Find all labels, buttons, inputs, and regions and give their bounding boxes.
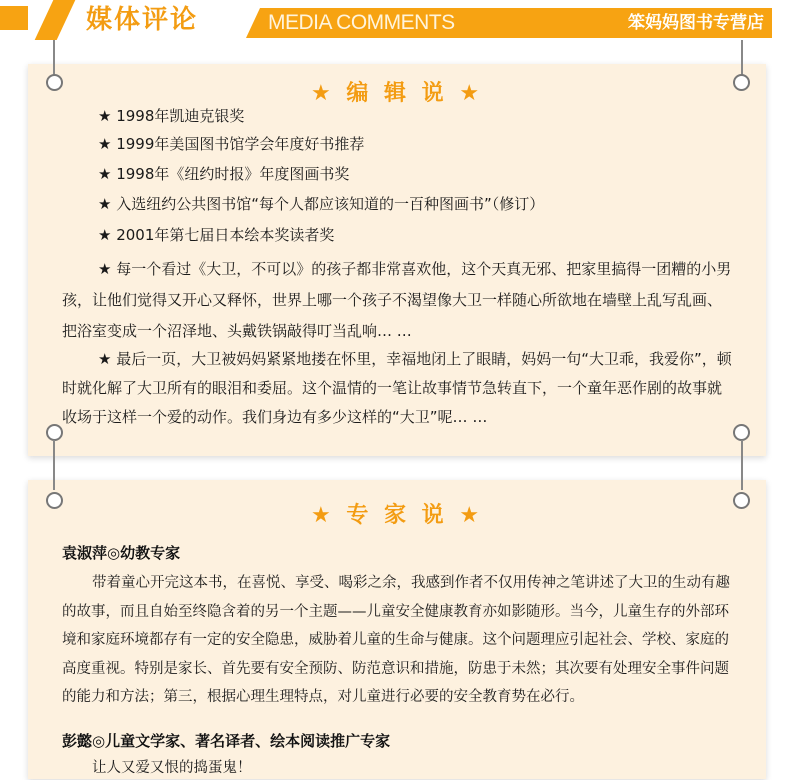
expert-section-title: ★ 专 家 说 ★ [310,503,484,528]
ring-icon [733,74,750,91]
ring-icon [46,424,63,441]
expert-comment: 带着童心开完这本书，在喜悦、享受、喝彩之余，我感到作者不仅用传神之笔讲述了大卫的生动有趣的故事，而且自始至终隐含着的另一个主题——儿童安全健康教育亦如影随形。当今，儿童生存的外部环境和家庭环境都存有一定的安全隐患，威胁着儿童的生命与健康。这个问题理应引起社会、学校、家庭的高度重视。特别是家长、首先要有安全预防、防范意识和措施，防患于未然；其次要有处理安全事件问题的能力和方法；第三，根据心理生理特点，对儿童进行必要的安全教育势在必行。 [62,575,730,706]
expert-name: 袁淑萍◎幼教专家 [62,544,181,562]
award-item: ★ 入选纽约公共图书馆“每个人都应该知道的一百种图画书”（修订） [98,195,545,213]
hanger-post [53,40,55,76]
hanger-post [741,40,743,76]
award-item: ★ 2001年第七届日本绘本奖读者奖 [98,226,335,244]
editor-paragraph-1: ★ 每一个看过《大卫，不可以》的孩子都非常喜欢他，这个天真无邪、把家里搞得一团糟的小男孩，让他们觉得又开心又释怀，世界上哪一个孩子不渴望像大卫一样随心所欲地在墙壁上乱写乱画、把浴室变成一个沼泽地、头戴铁锅敲得叮当乱响… … [62,260,732,340]
editor-comments-card [28,64,766,456]
award-item: ★ 1999年美国图书馆学会年度好书推荐 [98,135,365,153]
ring-icon [733,424,750,441]
expert-comments-card [28,480,766,779]
shop-name: 笨妈妈图书专营店 [628,13,764,33]
header-accent-bar [0,6,28,30]
header-title: 媒体评论 [86,5,199,35]
expert-name: 彭懿◎儿童文学家、著名译者、绘本阅读推广专家 [62,732,391,750]
ring-icon [46,74,63,91]
header-slash-decoration [35,0,76,40]
editor-section-title: ★ 编 辑 说 ★ [310,81,484,106]
hanger-post [741,440,743,490]
header-subtitle-en: MEDIA COMMENTS [268,11,455,34]
editor-paragraph-2: ★ 最后一页，大卫被妈妈紧紧地搂在怀里，幸福地闭上了眼睛，妈妈一句“大卫乖，我爱你”，顿时就化解了大卫所有的眼泪和委屈。这个温情的一笔让故事情节急转直下，一个童年恶作剧的故事就收场于这样一个爱的动作。我们身边有多少这样的“大卫”呢… … [62,350,732,426]
award-item: ★ 1998年《纽约时报》年度图画书奖 [98,165,350,183]
hanger-post [53,440,55,490]
expert-comment: 让人又爱又恨的捣蛋鬼！ [92,760,252,776]
award-item: ★ 1998年凯迪克银奖 [98,107,245,125]
media-comments-header [0,0,790,46]
ring-icon [733,492,750,509]
ring-icon [46,492,63,509]
